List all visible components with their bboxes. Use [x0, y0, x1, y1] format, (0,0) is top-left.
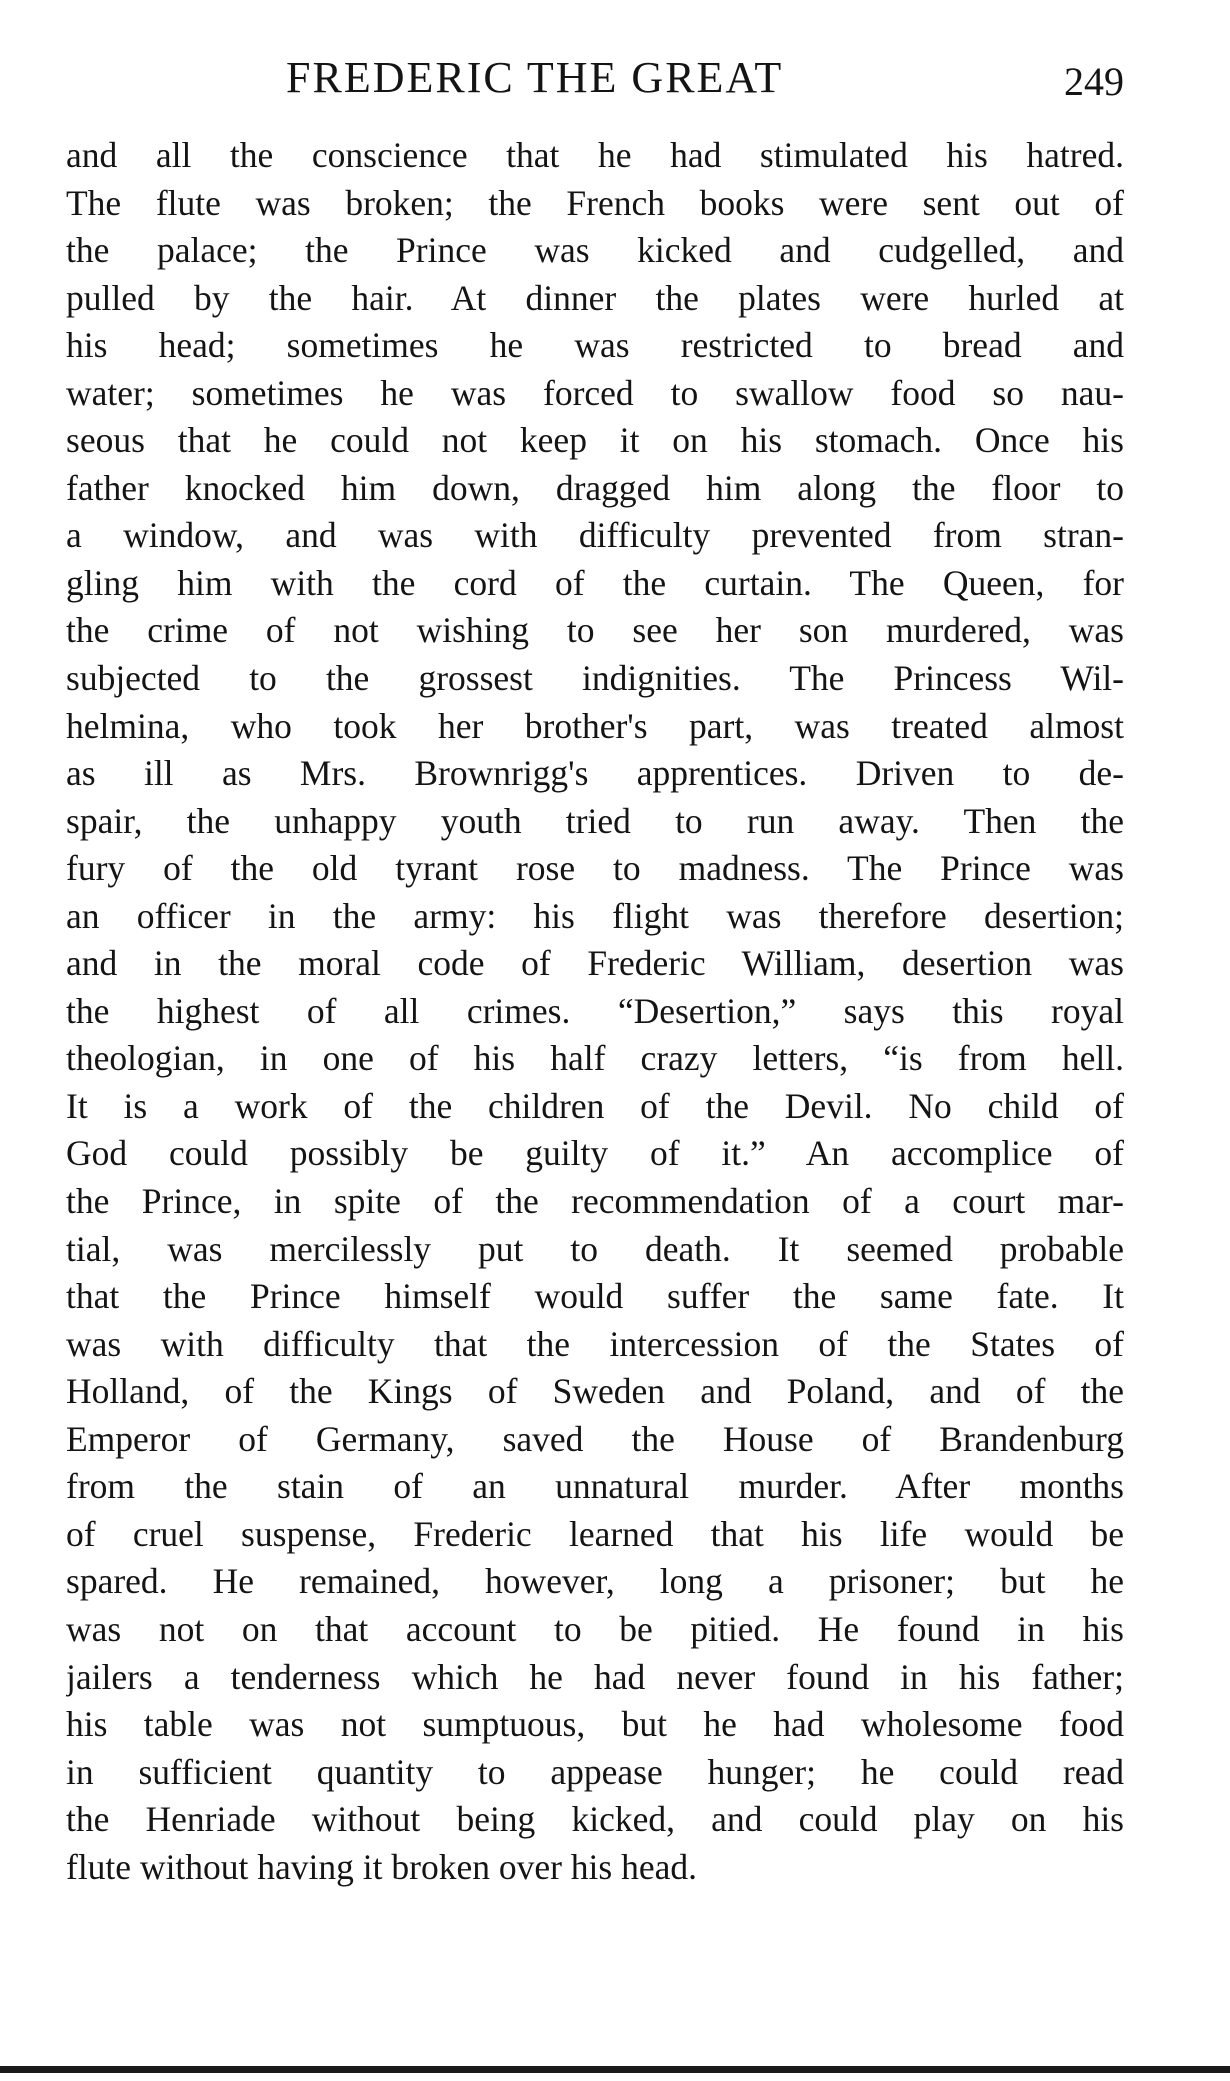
text-line: the Prince, in spite of the recommendation of a court mar- — [66, 1181, 1124, 1222]
text-line: jailers a tenderness which he had never found in his father; — [66, 1656, 1124, 1697]
text-line: spair, the unhappy youth tried to run away. Then the — [66, 800, 1124, 841]
text-line: God could possibly be guilty of it.” An accomplice of — [66, 1133, 1124, 1174]
text-line: was with difficulty that the intercession of the States of — [66, 1323, 1124, 1364]
text-line: pulled by the hair. At dinner the plates were hurled at — [66, 277, 1124, 318]
text-line: from the stain of an unnatural murder. After months — [66, 1466, 1124, 1507]
text-line: was not on that account to be pitied. He found in his — [66, 1608, 1124, 1649]
body-text — [66, 132, 1124, 1891]
text-line: subjected to the grossest indignities. The Princess Wil- — [66, 658, 1124, 699]
text-line: the Henriade without being kicked, and could play on his — [66, 1799, 1124, 1840]
text-line: theologian, in one of his half crazy letters, “is from hell. — [66, 1038, 1124, 1079]
text-line: and in the moral code of Frederic William, desertion was — [66, 943, 1124, 984]
text-line: seous that he could not keep it on his stomach. Once his — [66, 420, 1124, 461]
text-line: in sufficient quantity to appease hunger; he could read — [66, 1751, 1124, 1792]
text-line: water; sometimes he was forced to swallow food so nau- — [66, 372, 1124, 413]
text-line: the highest of all crimes. “Desertion,” says this royal — [66, 990, 1124, 1031]
text-line: gling him with the cord of the curtain. The Queen, for — [66, 562, 1124, 603]
text-line: that the Prince himself would suffer the same fate. It — [66, 1276, 1124, 1317]
text-line: father knocked him down, dragged him along the floor to — [66, 467, 1124, 508]
text-line: an officer in the army: his flight was therefore desertion; — [66, 895, 1124, 936]
text-line: a window, and was with difficulty prevented from stran- — [66, 515, 1124, 556]
text-line: and all the conscience that he had stimulated his hatred. — [66, 135, 1124, 175]
text-line: the palace; the Prince was kicked and cudgelled, and — [66, 230, 1124, 271]
page-number: 249 — [1064, 59, 1124, 104]
text-line: Holland, of the Kings of Sweden and Poland, and of the — [66, 1371, 1124, 1412]
page-header — [66, 48, 1124, 108]
text-line: of cruel suspense, Frederic learned that his life would be — [66, 1513, 1124, 1554]
text-line: as ill as Mrs. Brownrigg's apprentices. Driven to de- — [66, 753, 1124, 794]
text-line: Emperor of Germany, saved the House of Brandenburg — [66, 1418, 1124, 1459]
text-line: the crime of not wishing to see her son murdered, was — [66, 610, 1124, 651]
text-line: his table was not sumptuous, but he had wholesome food — [66, 1704, 1124, 1745]
text-line: fury of the old tyrant rose to madness. The Prince was — [66, 848, 1124, 889]
text-line: tial, was mercilessly put to death. It seemed probable — [66, 1228, 1124, 1269]
text-line: spared. He remained, however, long a prisoner; but he — [66, 1561, 1124, 1602]
text-line: helmina, who took her brother's part, was treated almost — [66, 705, 1124, 746]
text-line: his head; sometimes he was restricted to bread and — [66, 325, 1124, 366]
running-title: FREDERIC THE GREAT — [286, 53, 784, 102]
footer-rule — [0, 2066, 1230, 2073]
text-line: flute without having it broken over his head. — [66, 1846, 697, 1887]
text-line: It is a work of the children of the Devil. No child of — [66, 1085, 1124, 1126]
text-line: The flute was broken; the French books were sent out of — [66, 182, 1124, 223]
